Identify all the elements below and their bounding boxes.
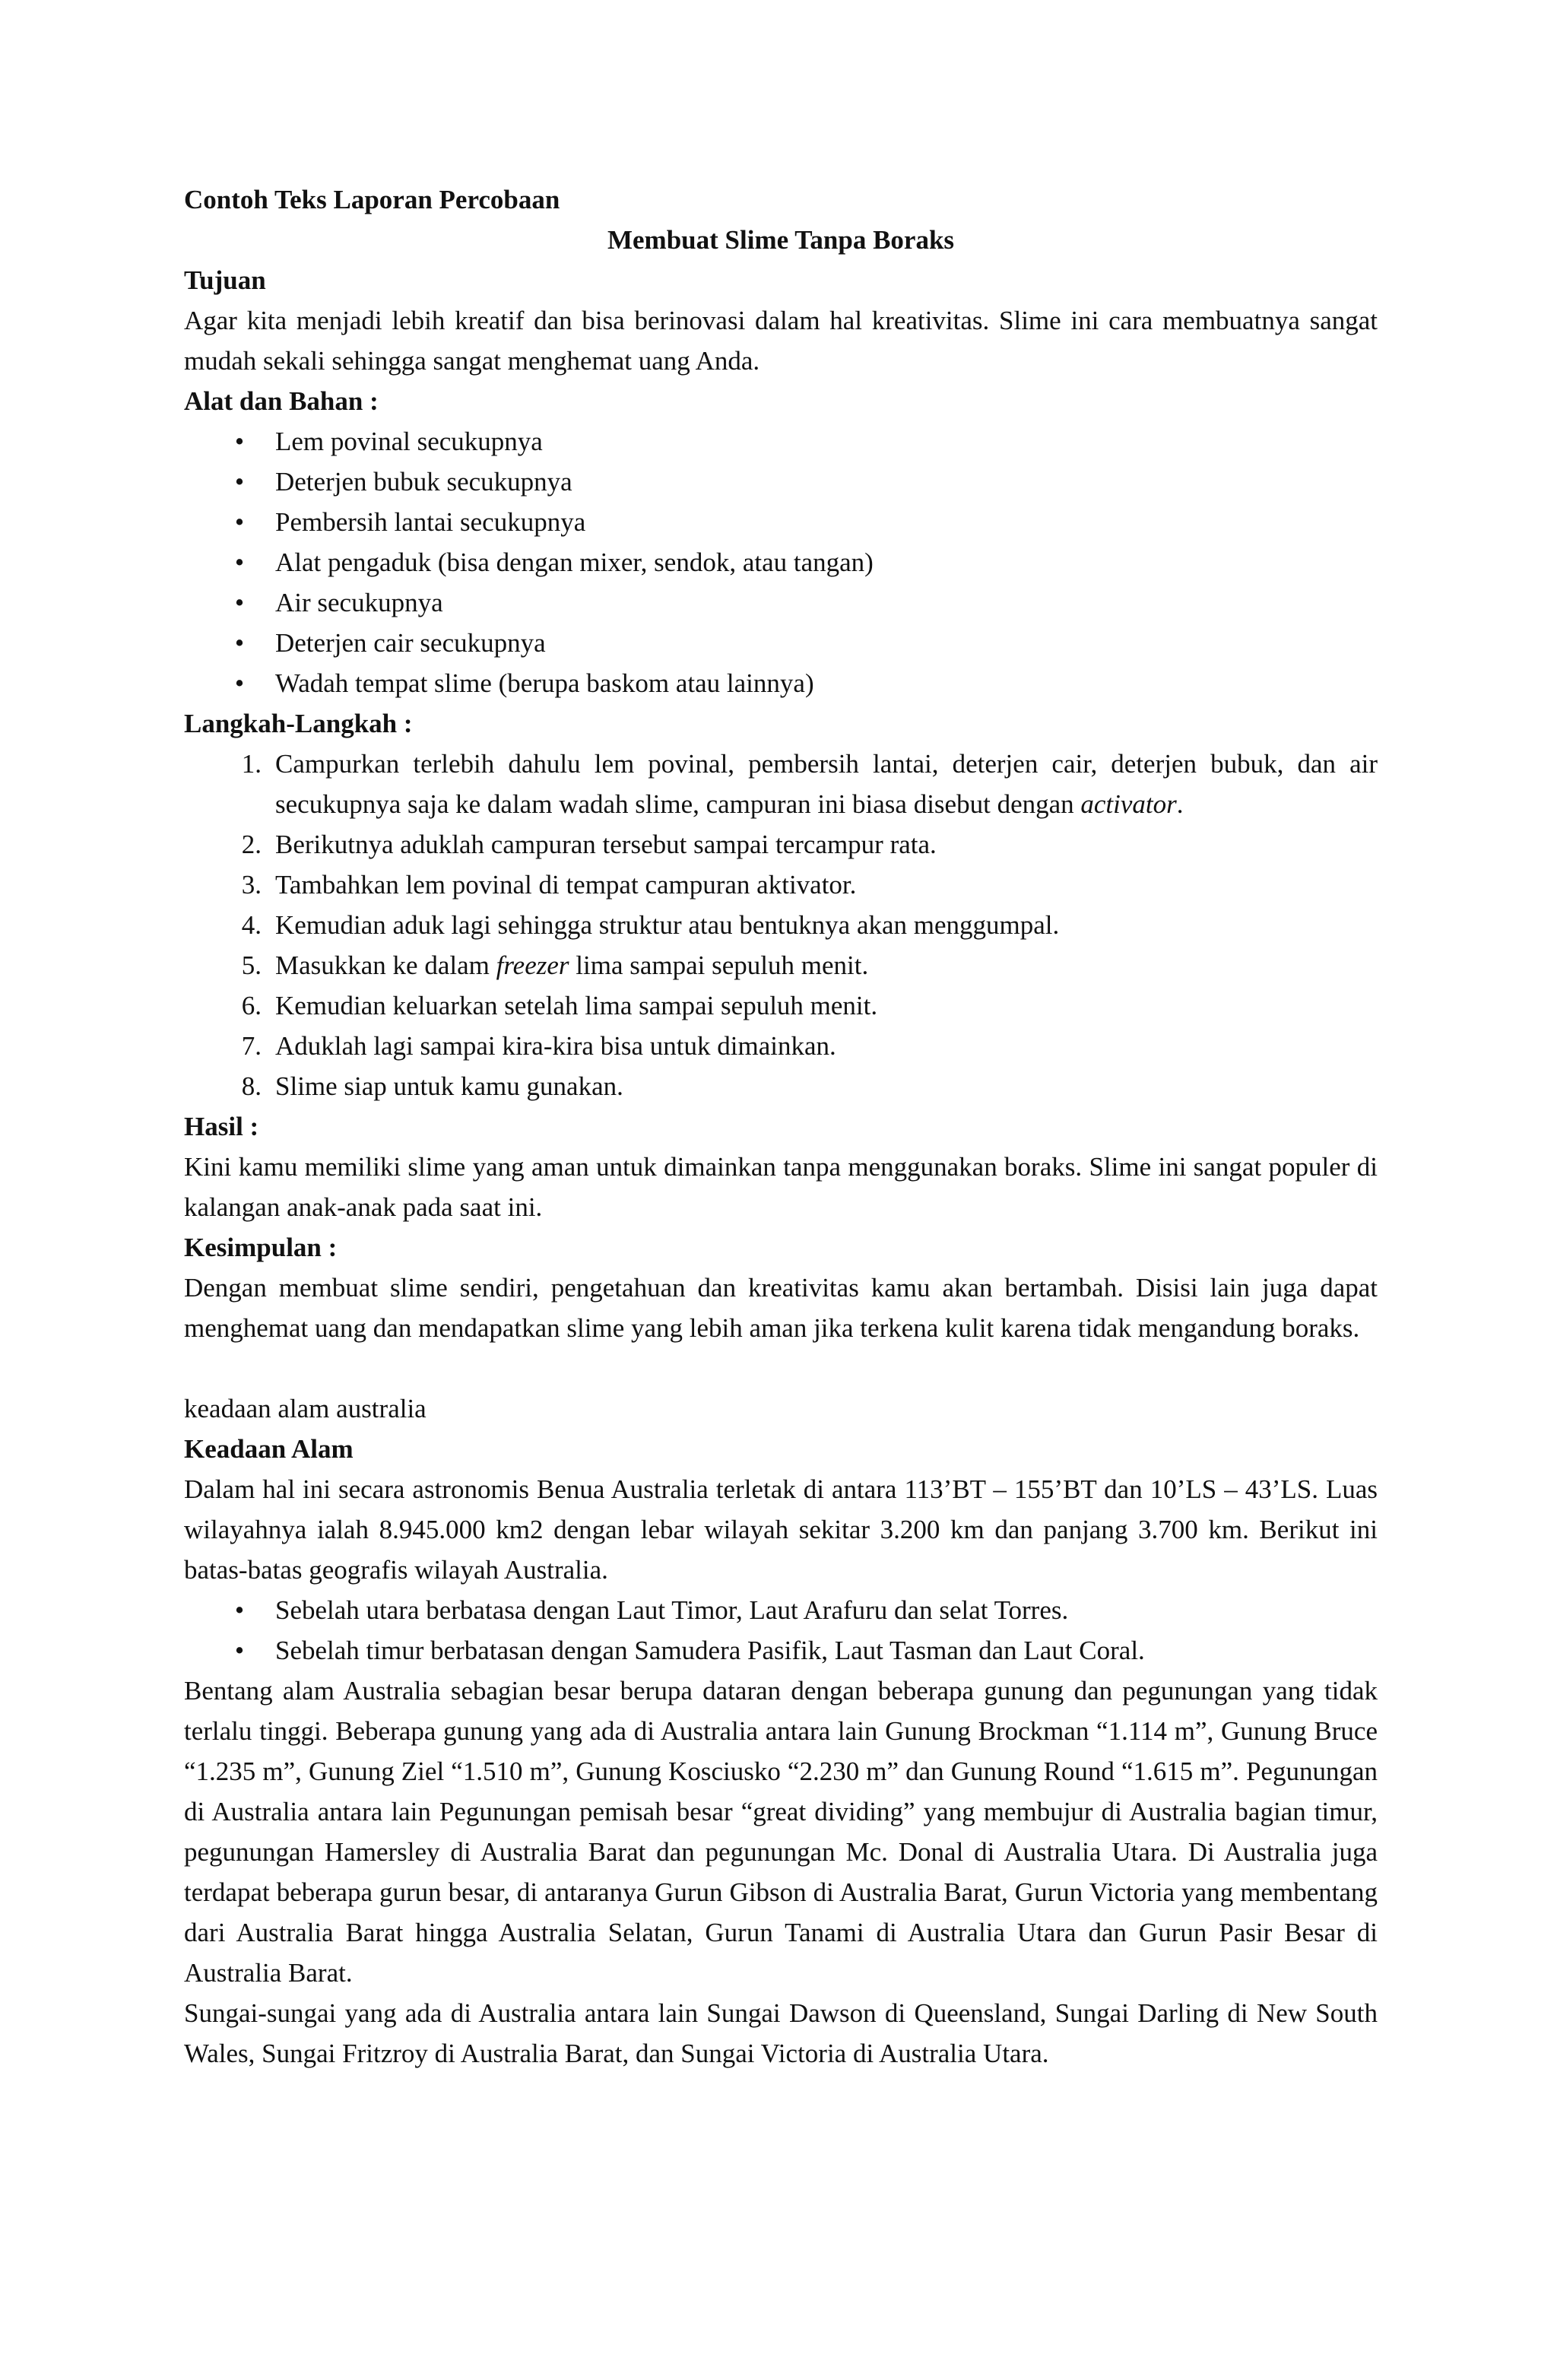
freezer-term: freezer: [496, 950, 569, 980]
list-item: 6. Kemudian keluarkan setelah lima sampai sepuluh menit.: [184, 985, 1378, 1026]
tujuan-text: Agar kita menjadi lebih kreatif dan bisa berinovasi dalam hal kreativitas. Slime ini cara membuatnya sangat mudah sekali sehingga sangat menghemat uang Anda.: [184, 306, 1378, 376]
bullet-icon: •: [234, 547, 245, 577]
step-number: 4.: [241, 910, 262, 940]
alat-list: [184, 421, 1378, 703]
section-spacer: [184, 1348, 1378, 1388]
australia-heading: Keadaan Alam: [184, 1434, 354, 1464]
list-item: • Air secukupnya: [184, 582, 1378, 623]
list-item: • Pembersih lantai secukupnya: [184, 502, 1378, 542]
bullet-icon: •: [234, 628, 245, 658]
list-item: • Deterjen bubuk secukupnya: [184, 462, 1378, 502]
step-number: 8.: [241, 1071, 262, 1101]
step-number: 3.: [241, 870, 262, 900]
tujuan-heading: Tujuan: [184, 265, 266, 295]
activator-term: activator: [1080, 789, 1177, 819]
bullet-icon: •: [234, 467, 245, 497]
langkah-list: [184, 744, 1378, 1106]
list-item: • Deterjen cair secukupnya: [184, 623, 1378, 663]
list-item: 5. Masukkan ke dalam freezer lima sampai sepuluh menit.: [184, 945, 1378, 985]
list-item: • Wadah tempat slime (berupa baskom atau lainnya): [184, 663, 1378, 703]
step-number: 2.: [241, 830, 262, 859]
kesimpulan-text: Dengan membuat slime sendiri, pengetahuan dan kreativitas kamu akan bertambah. Disisi lain juga dapat menghemat uang dan mendapatkan slime yang lebih aman jika terkena kulit karena tidak mengandung boraks.: [184, 1273, 1378, 1343]
langkah-heading: Langkah-Langkah :: [184, 709, 413, 738]
kesimpulan-heading: Kesimpulan :: [184, 1233, 338, 1262]
document-content: [184, 179, 1378, 2074]
bullet-icon: •: [234, 1636, 245, 1665]
list-item: 1. Campurkan terlebih dahulu lem povinal, pembersih lantai, deterjen cair, deterjen bubuk, dan air secukupnya saja ke dalam wadah slime, campuran ini biasa disebut dengan activator.: [184, 744, 1378, 824]
list-item: 8. Slime siap untuk kamu gunakan.: [184, 1066, 1378, 1106]
bullet-icon: •: [234, 507, 245, 537]
bullet-icon: •: [234, 668, 245, 698]
batas-list: [184, 1590, 1378, 1671]
document-title: Contoh Teks Laporan Percobaan: [184, 185, 560, 214]
hasil-text: Kini kamu memiliki slime yang aman untuk dimainkan tanpa menggunakan boraks. Slime ini sangat populer di kalangan anak-anak pada saat ini.: [184, 1152, 1378, 1222]
australia-topic: keadaan alam australia: [184, 1394, 427, 1423]
step-number: 1.: [241, 749, 262, 779]
step-number: 7.: [241, 1031, 262, 1061]
list-item: • Sebelah timur berbatasan dengan Samudera Pasifik, Laut Tasman dan Laut Coral.: [184, 1630, 1378, 1671]
step-number: 6.: [241, 991, 262, 1020]
document-subtitle: Membuat Slime Tanpa Boraks: [607, 225, 955, 255]
alat-heading: Alat dan Bahan :: [184, 386, 379, 416]
bullet-icon: •: [234, 588, 245, 617]
list-item: • Lem povinal secukupnya: [184, 421, 1378, 462]
list-item: • Alat pengaduk (bisa dengan mixer, sendok, atau tangan): [184, 542, 1378, 582]
step-number: 5.: [241, 950, 262, 980]
list-item: 4. Kemudian aduk lagi sehingga struktur atau bentuknya akan menggumpal.: [184, 905, 1378, 945]
hasil-heading: Hasil :: [184, 1112, 259, 1141]
bentang-alam-text: Bentang alam Australia sebagian besar berupa dataran dengan beberapa gunung dan pegunungan yang tidak terlalu tinggi. Beberapa gunung yang ada di Australia antara lain Gunung Brockman “1.114 m”, Gunung Bruce “1.235 m”, Gunung Ziel “1.510 m”, Gunung Kosciusko “2.230 m” dan Gunung Round “1.615 m”. Pegunungan di Australia antara lain Pegunungan pemisah besar “great dividing” yang membujur di Australia bagian timur, pegunungan Hamersley di Australia Barat dan pegunungan Mc. Donal di Australia Utara. Di Australia juga terdapat beberapa gurun besar, di antaranya Gurun Gibson di Australia Barat, Gurun Victoria yang membentang dari Australia Barat hingga Australia Selatan, Gurun Tanami di Australia Utara dan Gurun Pasir Besar di Australia Barat.: [184, 1676, 1378, 1988]
list-item: 3. Tambahkan lem povinal di tempat campuran aktivator.: [184, 865, 1378, 905]
australia-intro: Dalam hal ini secara astronomis Benua Australia terletak di antara 113’BT – 155’BT dan 10’LS – 43’LS. Luas wilayahnya ialah 8.945.000 km2 dengan lebar wilayah sekitar 3.200 km dan panjang 3.700 km. Berikut ini batas-batas geografis wilayah Australia.: [184, 1474, 1378, 1585]
bullet-icon: •: [234, 1595, 245, 1625]
list-item: • Sebelah utara berbatasa dengan Laut Timor, Laut Arafuru dan selat Torres.: [184, 1590, 1378, 1630]
list-item: 7. Aduklah lagi sampai kira-kira bisa untuk dimainkan.: [184, 1026, 1378, 1066]
sungai-text: Sungai-sungai yang ada di Australia antara lain Sungai Dawson di Queensland, Sungai Darling di New South Wales, Sungai Fritzroy di Australia Barat, dan Sungai Victoria di Australia Utara.: [184, 1998, 1378, 2068]
list-item: 2. Berikutnya aduklah campuran tersebut sampai tercampur rata.: [184, 824, 1378, 865]
bullet-icon: •: [234, 427, 245, 456]
